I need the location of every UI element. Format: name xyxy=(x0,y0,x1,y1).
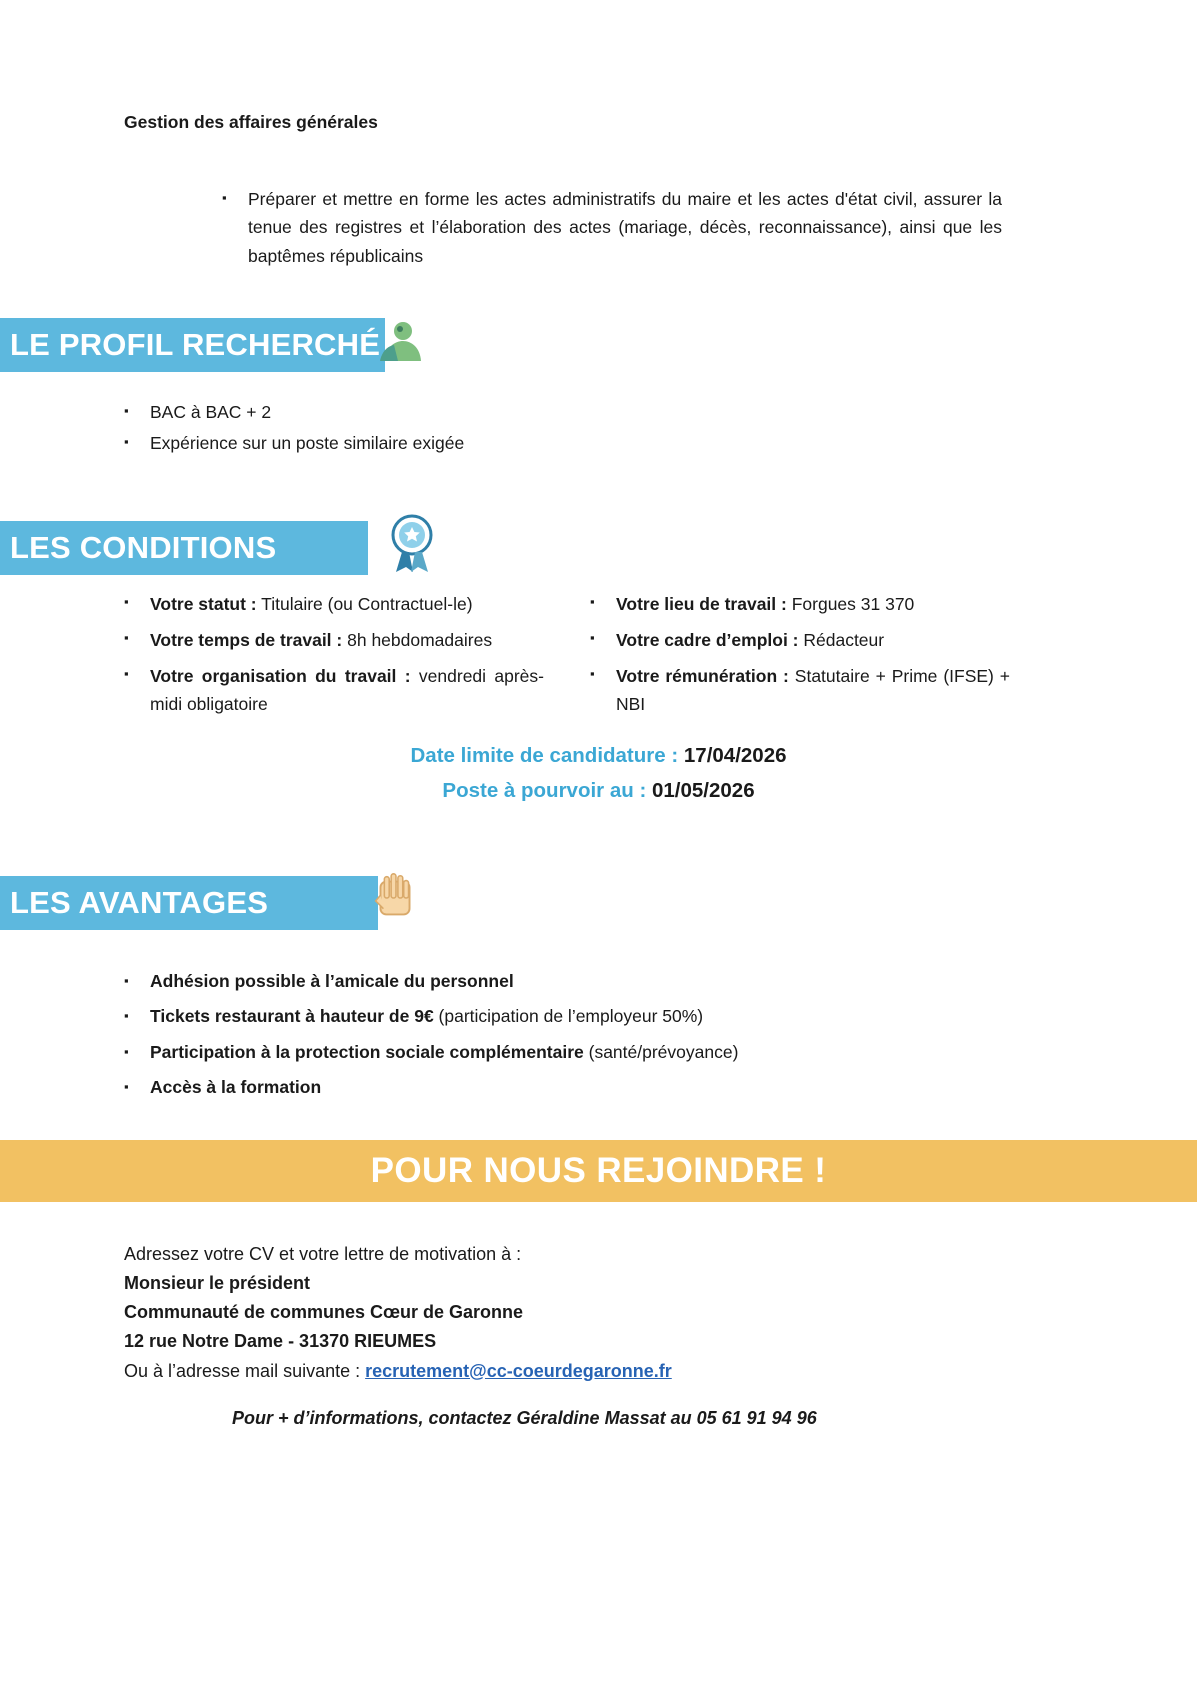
bullet-square-icon: ▪ xyxy=(124,666,129,681)
avantage-2 xyxy=(150,1003,944,1029)
avantage-3-bold: Participation à la protection sociale complémentaire xyxy=(150,1041,584,1062)
banner-profil-label: LE PROFIL RECHERCHÉ xyxy=(10,327,381,362)
list-item xyxy=(124,968,944,994)
profil-bullet-2: Expérience sur un poste similaire exigée xyxy=(150,433,465,453)
contact-mail-line xyxy=(124,1357,1024,1386)
contact-note: Pour + d’informations, contactez Géraldine Massat au 05 61 91 94 96 xyxy=(232,1408,817,1428)
bullet-square-icon: ▪ xyxy=(124,630,129,645)
list-item xyxy=(590,590,1010,618)
list-item xyxy=(222,185,1002,270)
bullet-square-icon: ▪ xyxy=(124,1008,129,1024)
bullet-square-icon: ▪ xyxy=(124,434,129,449)
bullet-square-icon: ▪ xyxy=(222,190,227,205)
banner-conditions xyxy=(0,521,368,575)
list-item xyxy=(124,1074,944,1100)
condition-cadre xyxy=(616,626,1010,654)
profil-bullet-1: BAC à BAC + 2 xyxy=(150,402,272,422)
contact-mail-link[interactable]: recrutement@cc-coeurdegaronne.fr xyxy=(365,1360,672,1381)
condition-statut-value: Titulaire (ou Contractuel-le) xyxy=(256,594,473,614)
condition-temps-label: Votre temps de travail : xyxy=(150,630,343,650)
list-item xyxy=(124,626,544,654)
contact-mail-intro: Ou à l’adresse mail suivante : xyxy=(124,1360,366,1381)
date-poste-label: Poste à pourvoir au : xyxy=(442,779,652,803)
avantage-4-bold: Accès à la formation xyxy=(150,1076,322,1097)
bullet-square-icon: ▪ xyxy=(124,403,129,418)
banner-conditions-label: LES CONDITIONS xyxy=(10,530,277,565)
avantage-3 xyxy=(150,1039,944,1065)
list-item xyxy=(124,429,824,457)
award-ribbon-icon xyxy=(382,513,442,573)
condition-statut-label: Votre statut : xyxy=(150,594,257,614)
gestion-bullet-list xyxy=(222,185,1002,273)
bullet-square-icon: ▪ xyxy=(590,594,595,609)
avantage-4 xyxy=(150,1074,944,1100)
banner-rejoindre-label: POUR NOUS REJOINDRE ! xyxy=(370,1151,827,1190)
condition-organisation xyxy=(150,662,544,718)
banner-profil xyxy=(0,318,385,372)
list-item xyxy=(124,398,824,426)
contact-recipient: Monsieur le président xyxy=(124,1273,311,1294)
date-limite-label: Date limite de candidature : xyxy=(410,744,684,767)
list-item xyxy=(590,662,1010,718)
condition-temps xyxy=(150,626,544,654)
avantage-3-rest: (santé/prévoyance) xyxy=(583,1041,739,1062)
avantage-2-bold: Tickets restaurant à hauteur de 9€ xyxy=(150,1006,434,1027)
list-item xyxy=(124,662,544,718)
date-poste-value: 01/05/2026 xyxy=(652,779,755,803)
condition-organisation-value: vendredi après-midi obligatoire xyxy=(150,666,544,714)
raised-hand-icon xyxy=(365,868,425,928)
list-item xyxy=(124,1003,944,1029)
contact-intro: Adressez votre CV et votre lettre de motivation à : xyxy=(124,1244,522,1264)
condition-cadre-label: Votre cadre d’emploi : xyxy=(616,630,799,650)
date-poste-row xyxy=(0,773,1197,808)
condition-remuneration-label: Votre rémunération : xyxy=(616,666,789,686)
contact-block xyxy=(124,1240,1024,1386)
banner-avantages xyxy=(0,876,378,930)
gestion-bullet-text: Préparer et mettre en forme les actes administratifs du maire et les actes d'état civil, assurer la tenue des registres et l’élaboration des actes (mariage, décès, reconnaissance), ainsi que les baptêmes républicains xyxy=(248,189,1002,266)
banner-rejoindre xyxy=(0,1140,1197,1202)
contact-organisation: Communauté de communes Cœur de Garonne xyxy=(124,1302,524,1323)
profil-bullet-list xyxy=(124,398,824,460)
list-item xyxy=(124,590,544,618)
condition-lieu-value: Forgues 31 370 xyxy=(786,594,915,614)
avantage-1 xyxy=(150,968,944,994)
condition-remuneration xyxy=(616,662,1010,718)
avantages-bullet-list xyxy=(124,968,944,1109)
person-profile-icon xyxy=(370,313,430,373)
contact-address: 12 rue Notre Dame - 31370 RIEUMES xyxy=(124,1331,437,1352)
list-item xyxy=(590,626,1010,654)
bullet-square-icon: ▪ xyxy=(124,1078,129,1094)
banner-avantages-label: LES AVANTAGES xyxy=(10,885,269,920)
condition-lieu-label: Votre lieu de travail : xyxy=(616,594,787,614)
condition-statut xyxy=(150,590,544,618)
condition-temps-value: 8h hebdomadaires xyxy=(342,630,493,650)
dates-block xyxy=(0,738,1197,809)
avantage-2-rest: (participation de l’employeur 50%) xyxy=(433,1006,704,1027)
avantage-1-bold: Adhésion possible à l’amicale du personnel xyxy=(150,971,514,991)
condition-organisation-label: Votre organisation du travail : xyxy=(150,666,411,686)
date-limite-value: 17/04/2026 xyxy=(683,744,787,767)
condition-cadre-value: Rédacteur xyxy=(798,630,885,650)
bullet-square-icon: ▪ xyxy=(124,594,129,609)
bullet-square-icon: ▪ xyxy=(590,630,595,645)
condition-remuneration-value: Statutaire + Prime (IFSE) + NBI xyxy=(616,666,1010,714)
section-subtitle-gestion: Gestion des affaires générales xyxy=(124,112,378,132)
conditions-right-column xyxy=(590,590,1010,726)
date-limite-row xyxy=(0,738,1197,773)
bullet-square-icon: ▪ xyxy=(590,666,595,681)
condition-lieu xyxy=(616,590,1010,618)
list-item xyxy=(124,1039,944,1065)
bullet-square-icon: ▪ xyxy=(124,1043,129,1059)
conditions-left-column xyxy=(124,590,544,726)
bullet-square-icon: ▪ xyxy=(124,973,129,988)
